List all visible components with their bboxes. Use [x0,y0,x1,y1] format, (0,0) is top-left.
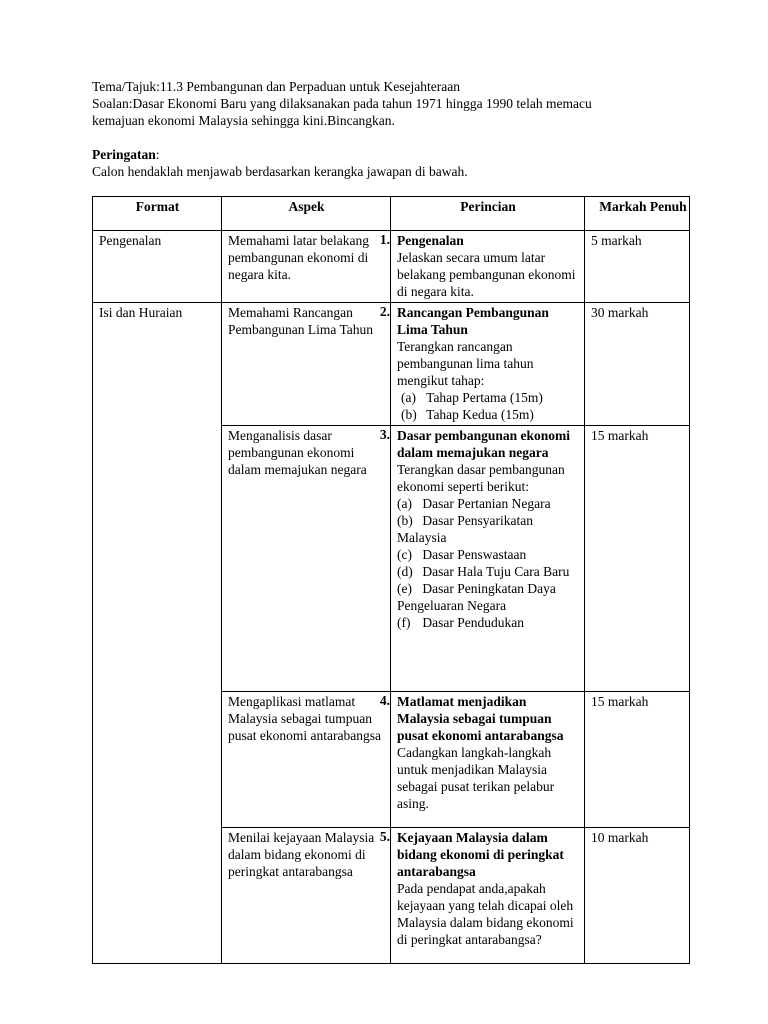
perincian-list [397,495,579,631]
list-item-text: Dasar Peningkatan Daya Pengeluaran Negara [397,581,556,613]
question-line-2: kemajuan ekonomi Malaysia sehingga kini.Bincangkan. [92,113,395,128]
warning-line [92,146,712,163]
perincian-heading: Kejayaan Malaysia dalam bidang ekonomi di peringkat antarabangsa [397,830,564,879]
perincian-cell [391,231,585,303]
markah-cell: 15 markah [585,426,690,692]
list-item-text: Dasar Pendudukan [422,615,524,630]
list-item [397,512,579,546]
list-item [397,546,579,563]
aspek-cell [222,231,391,303]
list-item-label: (a) [401,390,416,405]
aspek-text: Menilai kejayaan Malaysia dalam bidang ekonomi di peringkat antarabangsa [228,830,375,879]
list-item-label: (b) [397,513,413,528]
aspek-number: 1. [379,232,390,247]
topic-line: Tema/Tajuk:11.3 Pembangunan dan Perpaduan untuk Kesejahteraan [92,79,460,94]
intro-block [92,78,712,180]
markah-cell: 10 markah [585,828,690,964]
header-aspek: Aspek [222,197,391,231]
aspek-number: 5. [379,829,390,844]
table-row [93,303,690,426]
list-item-label: (f) [397,615,411,630]
perincian-body: Cadangkan langkah-langkah untuk menjadikan Malaysia sebagai pusat terikan pelabur asing. [397,745,555,811]
list-item-text: Dasar Pensyarikatan Malaysia [397,513,533,545]
question-line-1: Soalan:Dasar Ekonomi Baru yang dilaksanakan pada tahun 1971 hingga 1990 telah memacu [92,96,592,111]
perincian-heading: Pengenalan [397,233,464,248]
list-item-text: Dasar Pertanian Negara [422,496,551,511]
list-item-label: (d) [397,564,413,579]
list-item-text: Dasar Hala Tuju Cara Baru [422,564,570,579]
markah-cell: 15 markah [585,692,690,828]
markah-cell: 5 markah [585,231,690,303]
warning-label: Peringatan [92,147,156,162]
list-item-text: Tahap Kedua (15m) [426,407,534,422]
format-cell: Isi dan Huraian [93,303,222,964]
list-item-label: (e) [397,581,412,596]
perincian-list [397,389,579,423]
aspek-cell [222,426,391,692]
format-cell: Pengenalan [93,231,222,303]
table-header-row [93,197,690,231]
list-item-label: (a) [397,496,412,511]
perincian-body: Terangkan dasar pembangunan ekonomi seperti berikut: [397,462,565,494]
table-row [93,231,690,303]
aspek-text: Mengaplikasi matlamat Malaysia sebagai tumpuan pusat ekonomi antarabangsa [228,694,381,743]
list-item-text: Dasar Penswastaan [422,547,527,562]
aspek-number: 2. [379,304,390,319]
aspek-cell [222,303,391,426]
aspek-cell [222,828,391,964]
aspek-number: 3. [379,427,390,442]
perincian-body: Terangkan rancangan pembangunan lima tahun mengikut tahap: [397,339,534,388]
list-item [397,389,579,406]
aspek-text: Menganalisis dasar pembangunan ekonomi dalam memajukan negara [228,428,367,477]
list-item [397,495,579,512]
perincian-heading: Dasar pembangunan ekonomi dalam memajukan negara [397,428,571,460]
instruction-line: Calon hendaklah menjawab berdasarkan kerangka jawapan di bawah. [92,164,468,179]
perincian-cell [391,828,585,964]
list-item [397,580,579,614]
perincian-cell [391,303,585,426]
header-perincian: Perincian [391,197,585,231]
header-format: Format [93,197,222,231]
aspek-text: Memahami latar belakang pembangunan ekonomi di negara kita. [228,233,369,282]
perincian-cell [391,426,585,692]
list-item-text: Tahap Pertama (15m) [426,390,543,405]
aspek-cell [222,692,391,828]
perincian-heading: Matlamat menjadikan Malaysia sebagai tumpuan pusat ekonomi antarabangsa [397,694,564,743]
perincian-body: Pada pendapat anda,apakah kejayaan yang telah dicapai oleh Malaysia dalam bidang ekonomi di peringkat antarabangsa? [397,881,574,947]
header-markah: Markah Penuh [585,197,690,231]
list-item [397,614,579,631]
warning-colon: : [155,147,160,162]
markah-cell: 30 markah [585,303,690,426]
perincian-heading: Rancangan Pembangunan Lima Tahun [397,305,549,337]
list-item [397,406,579,423]
perincian-body: Jelaskan secara umum latar belakang pembangunan ekonomi di negara kita. [397,250,576,299]
list-item-label: (b) [401,407,417,422]
list-item [397,563,579,580]
aspek-number: 4. [379,693,390,708]
answer-framework-table [92,196,690,964]
list-item-label: (c) [397,547,412,562]
aspek-text: Memahami Rancangan Pembangunan Lima Tahun [228,305,374,337]
table-body [93,231,690,964]
perincian-cell [391,692,585,828]
